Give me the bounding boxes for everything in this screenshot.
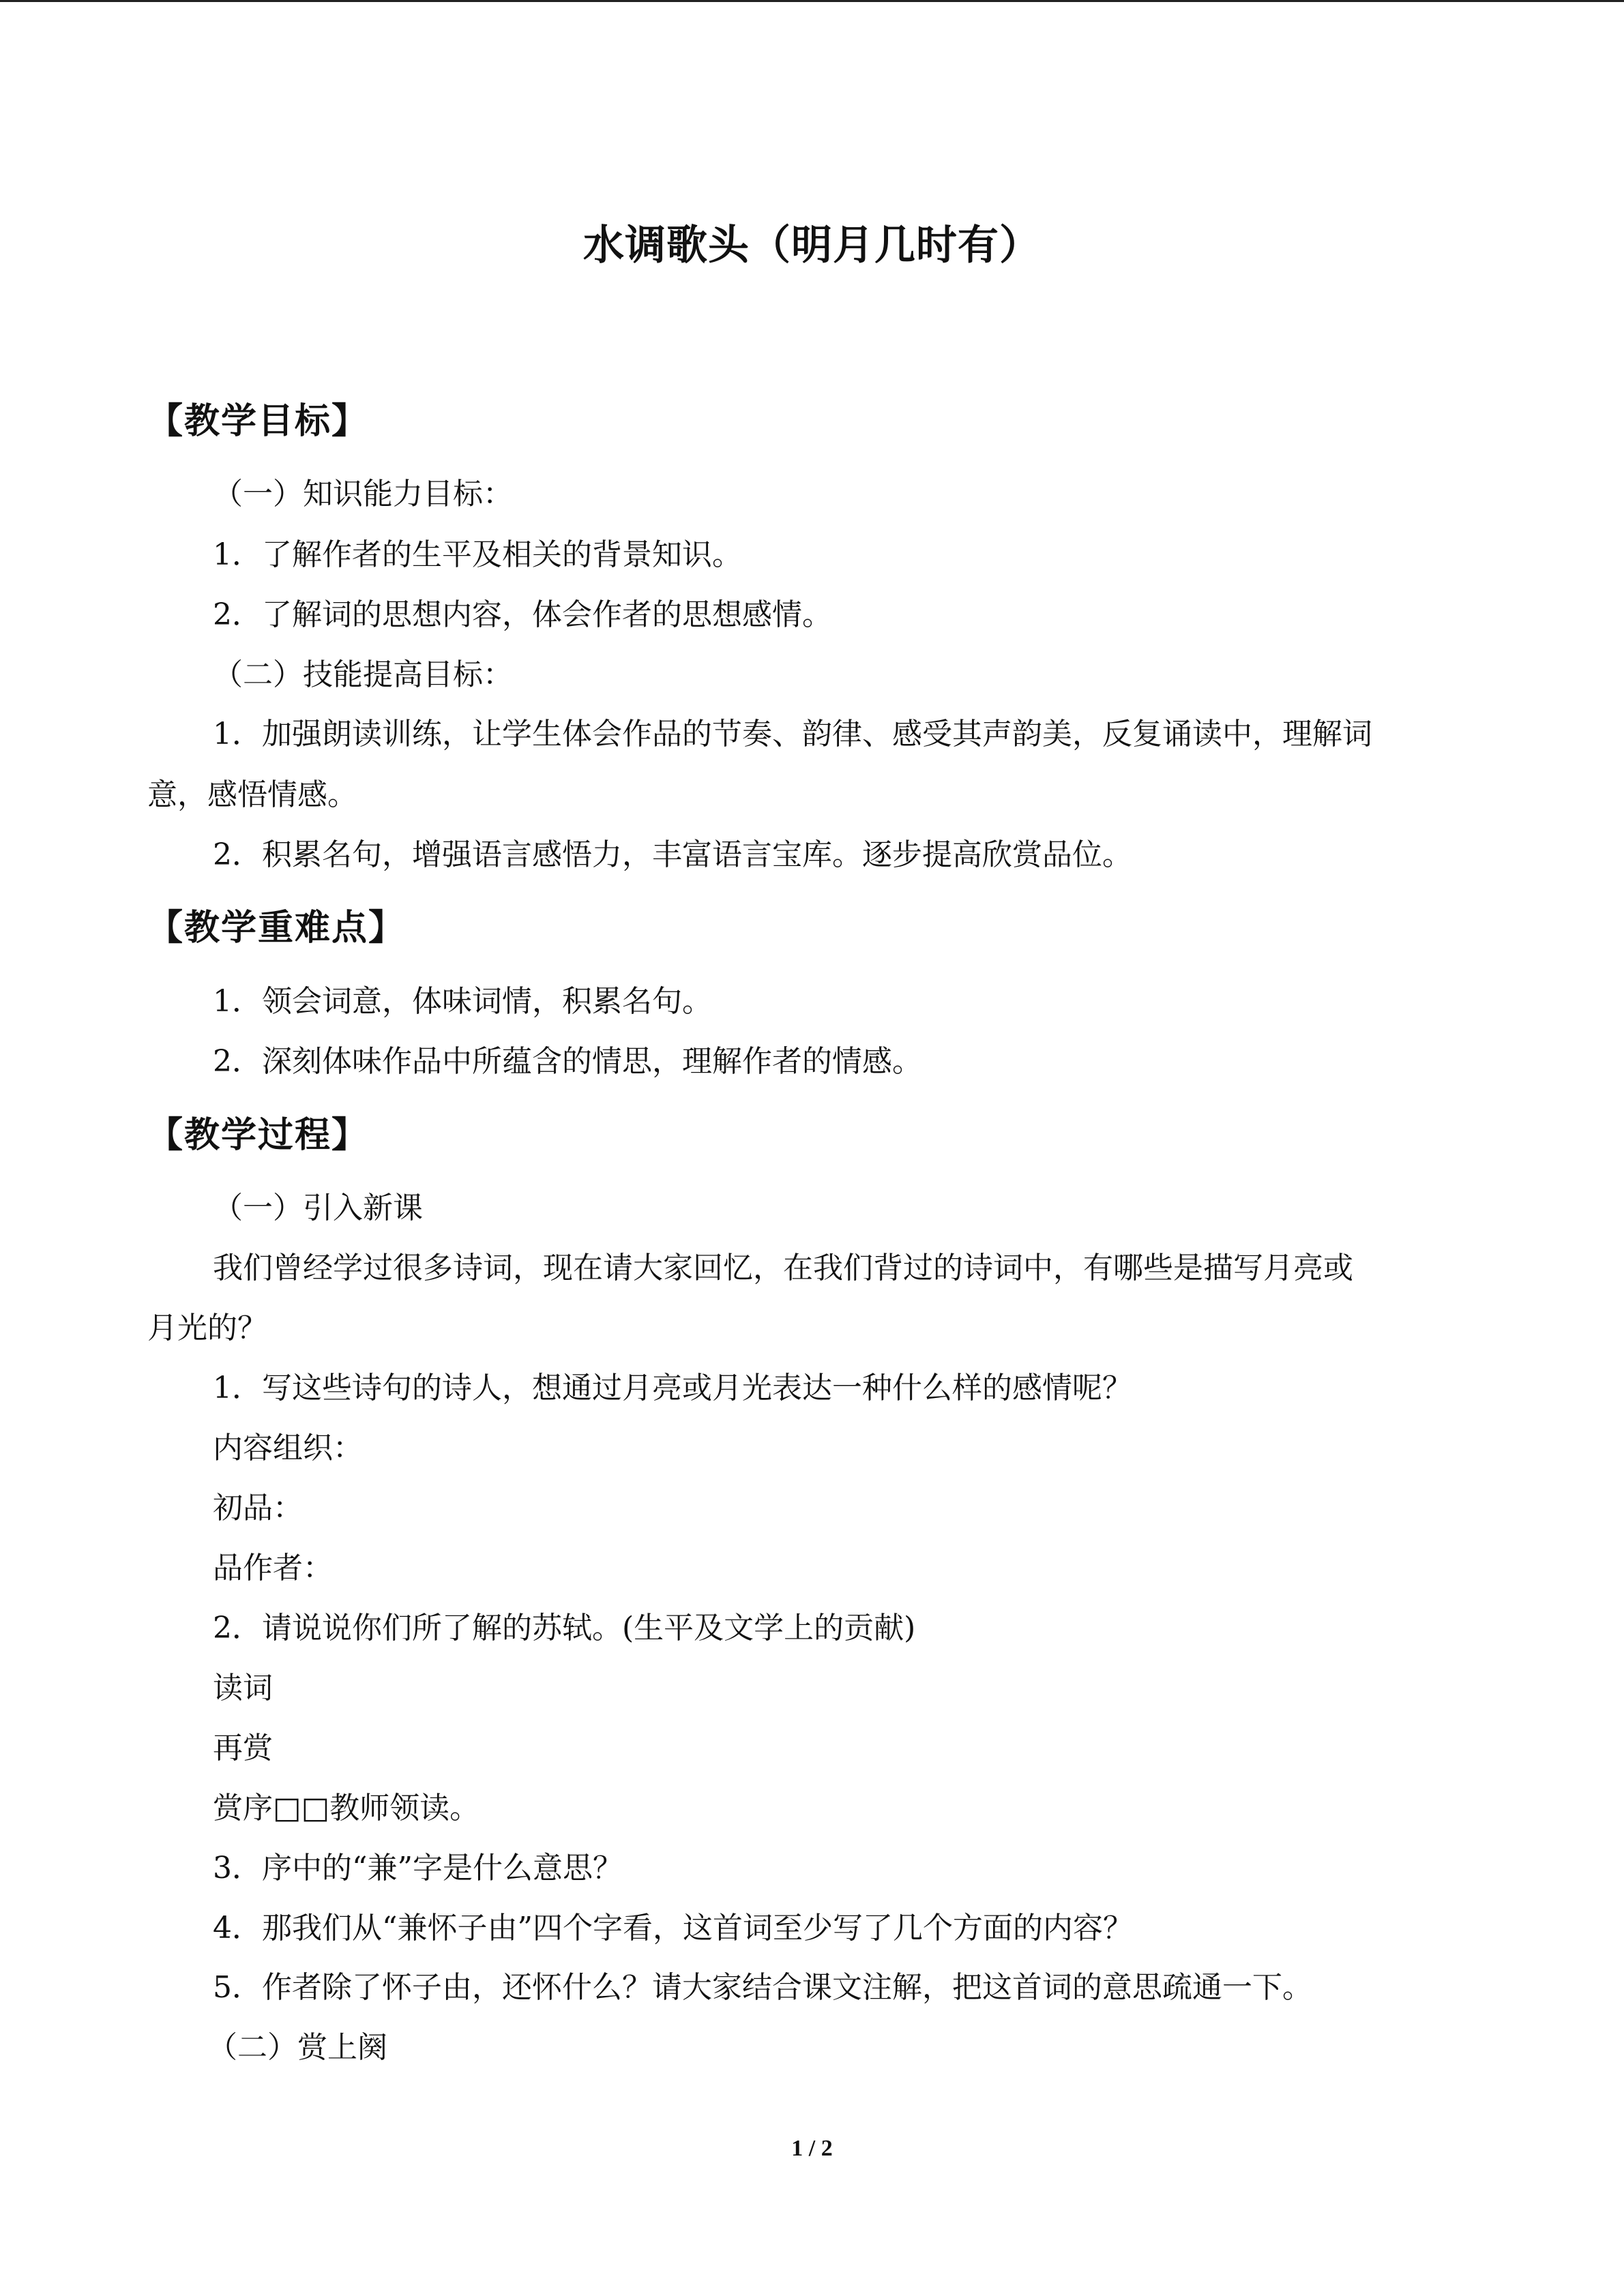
process-sub2: （二）赏上阕 (207, 2030, 387, 2065)
process-chupin: 初品： (213, 1491, 303, 1525)
objectives-item2-1b: 意，感悟情感。 (147, 777, 357, 812)
process-q1: 1．写这些诗句的诗人，想通过月亮或月光表达一种什么样的感情呢？ (213, 1371, 1132, 1405)
process-para1a: 我们曾经学过很多诗词，现在请大家回忆，在我们背过的诗词中，有哪些是描写月亮或 (213, 1251, 1353, 1285)
objectives-sub2: （二）技能提高目标： (213, 657, 513, 692)
process-sub1: （一）引入新课 (213, 1191, 423, 1225)
heading-key-points: 【教学重难点】 (147, 908, 406, 949)
process-pin-author: 品作者： (213, 1551, 333, 1585)
process-para1b: 月光的？ (147, 1311, 267, 1345)
key-point-1: 1．领会词意，体味词情，积累名句。 (213, 984, 712, 1019)
process-q4: 4．那我们从“兼怀子由”四个字看，这首词至少写了几个方面的内容？ (213, 1911, 1133, 1945)
page-title: 水调歌头（明月几时有） (583, 222, 1041, 269)
top-border (0, 0, 1624, 2)
process-q2: 2．请说说你们所了解的苏轼。(生平及文学上的贡献) (213, 1611, 916, 1645)
objectives-item2-1a: 1．加强朗读训练，让学生体会作品的节奏、韵律、感受其声韵美，反复诵读中，理解词 (213, 717, 1372, 751)
objectives-item2-2: 2．积累名句，增强语言感悟力，丰富语言宝库。逐步提高欣赏品位。 (213, 837, 1132, 872)
heading-objectives: 【教学目标】 (147, 401, 369, 442)
heading-process: 【教学过程】 (147, 1115, 369, 1156)
objectives-sub1: （一）知识能力目标： (213, 477, 513, 511)
objectives-item1-1: 1．了解作者的生平及相关的背景知识。 (213, 537, 742, 572)
process-org: 内容组织： (213, 1431, 363, 1465)
page-number: 1 / 2 (791, 2136, 833, 2161)
process-duci: 读词 (213, 1671, 273, 1705)
process-q5: 5．作者除了怀子由，还怀什么？请大家结合课文注解，把这首词的意思疏通一下。 (213, 1970, 1312, 2005)
process-zaishang: 再赏 (213, 1731, 273, 1765)
process-q3: 3．序中的“兼”字是什么意思？ (213, 1851, 623, 1885)
key-point-2: 2．深刻体味作品中所蕴含的情思，理解作者的情感。 (213, 1044, 922, 1079)
objectives-item1-2: 2．了解词的思想内容，体会作者的思想感情。 (213, 597, 832, 632)
process-shangxu: 赏序□□教师领读。 (213, 1791, 480, 1825)
